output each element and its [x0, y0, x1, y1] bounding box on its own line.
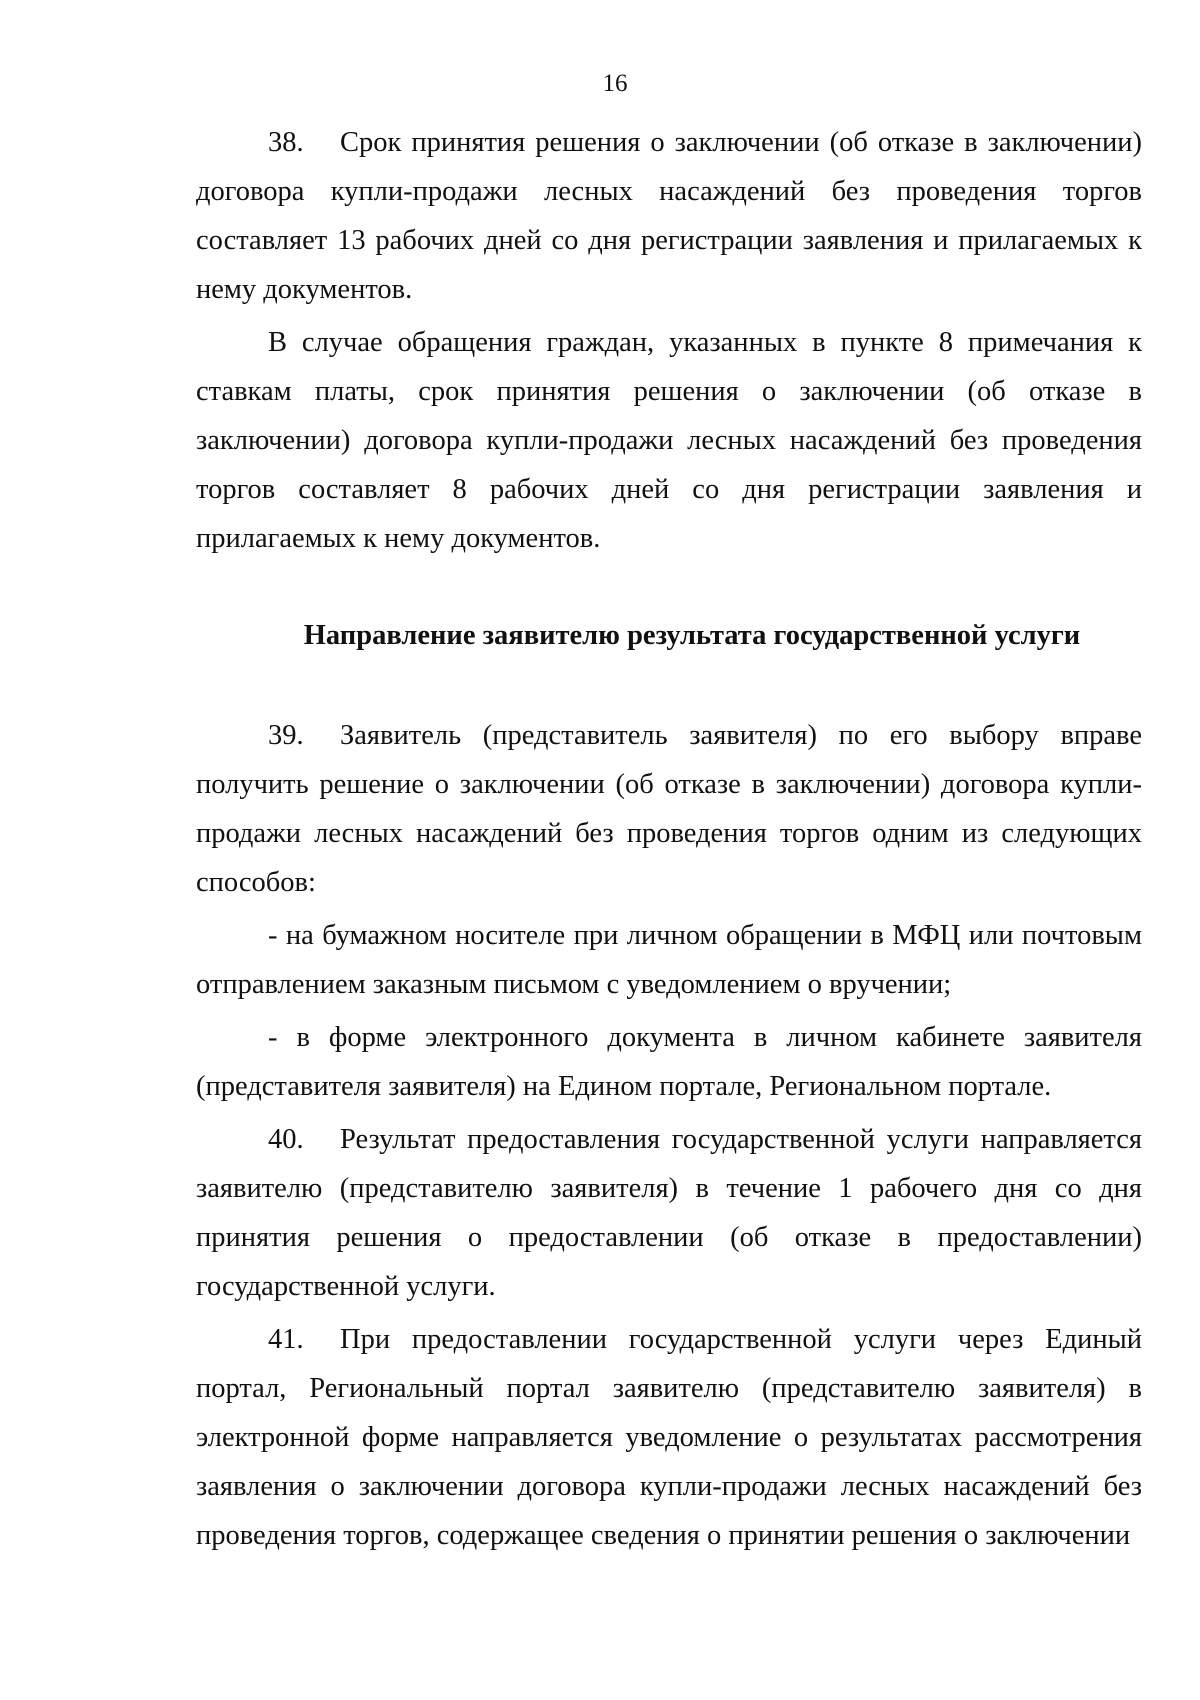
section-heading: Направление заявителю результата государственной услуги — [303, 620, 1081, 651]
paragraph-38 — [196, 118, 1142, 314]
paragraph-38-text: Срок принятия решения о заключении (об отказе в заключении) договора купли-продажи лесных насаждений без проведения торгов составляет 13 рабочих дней со дня регистрации заявления и прилагаемых к нему документов. — [196, 127, 1142, 305]
paragraph-39-text: Заявитель (представитель заявителя) по его выбору вправе получить решение о заключении (об отказе в заключении) договора купли-продажи лесных насаждений без проведения торгов одним из следующих способов: — [196, 720, 1142, 898]
paragraph-41 — [196, 1315, 1142, 1560]
paragraph-41-text: При предоставлении государственной услуги через Единый портал, Региональный портал заявителю (представителю заявителя) в электронной форме направляется уведомление о результатах рассмотрения заявления о заключении договора купли-продажи лесных насаждений без проведения торгов, содержащее сведения о принятии решения о заключении — [196, 1324, 1142, 1551]
paragraph-41-number: 41. — [268, 1324, 304, 1355]
document-body — [196, 118, 1142, 1564]
paragraph-38-continuation-text: В случае обращения граждан, указанных в пункте 8 примечания к ставкам платы, срок принятия решения о заключении (об отказе в заключении) договора купли-продажи лесных насаждений без проведения торгов составляет 8 рабочих дней со дня регистрации заявления и прилагаемых к нему документов. — [196, 327, 1142, 554]
paragraph-39-number: 39. — [268, 720, 304, 751]
paragraph-38-number: 38. — [268, 127, 304, 158]
paragraph-40-text: Результат предоставления государственной услуги направляется заявителю (представителю заявителя) в течение 1 рабочего дня со дня принятия решения о предоставлении (об отказе в предоставлении) государственной услуги. — [196, 1124, 1142, 1302]
paragraph-38-continuation — [196, 318, 1142, 563]
paragraph-39 — [196, 711, 1142, 907]
paragraph-40-number: 40. — [268, 1124, 304, 1155]
page-number: 16 — [602, 70, 628, 97]
paragraph-39-item-electronic: - в форме электронного документа в личном кабинете заявителя (представителя заявителя) на Едином портале, Региональном портале. — [196, 1022, 1142, 1102]
paragraph-39-item-paper: - на бумажном носителе при личном обращении в МФЦ или почтовым отправлением заказным письмом с уведомлением о вручении; — [196, 920, 1142, 1000]
paragraph-40 — [196, 1115, 1142, 1311]
